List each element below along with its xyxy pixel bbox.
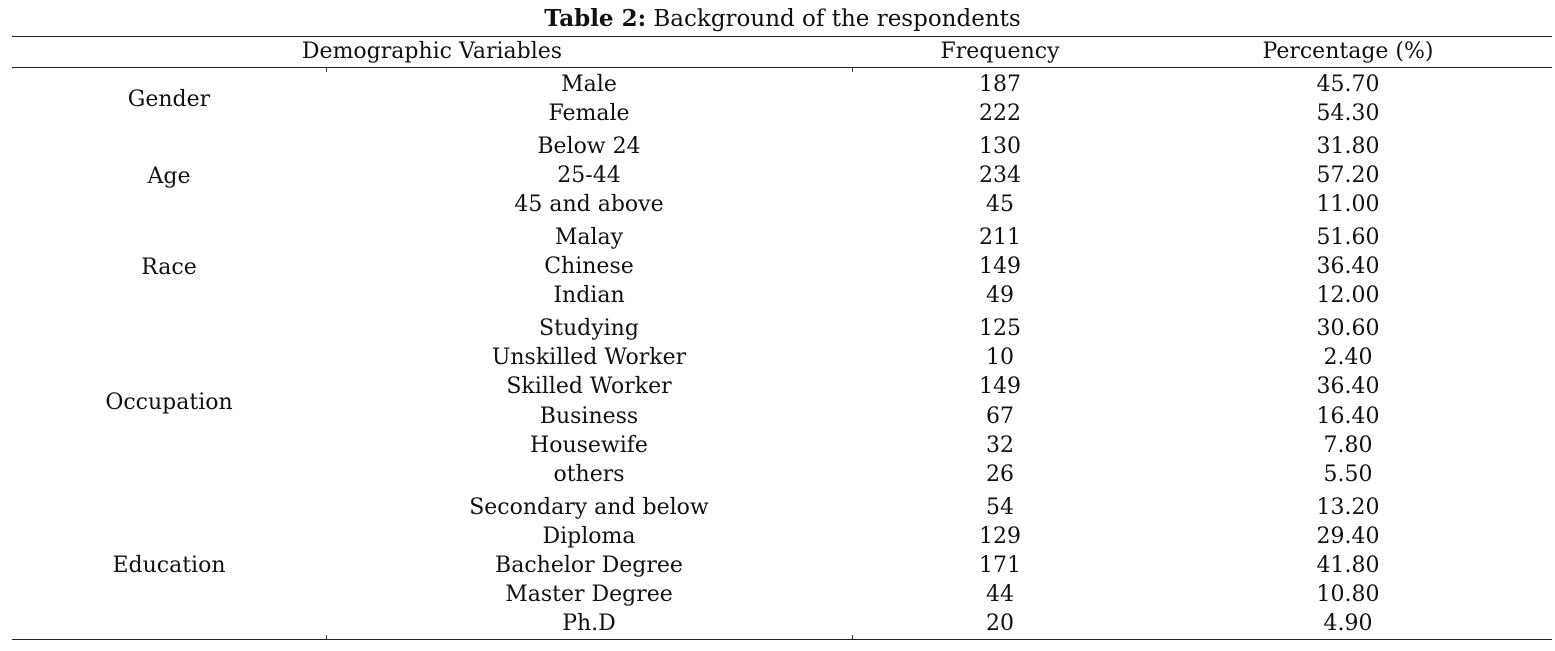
percentage-cell: 57.20: [1316, 163, 1380, 189]
percentage-cell: 4.90: [1323, 611, 1373, 636]
category-cell: Unskilled Worker: [491, 345, 687, 371]
frequency-cell: 45: [986, 192, 1014, 218]
frequency-cell: 187: [979, 72, 1021, 97]
frequency-cell: 20: [986, 611, 1014, 636]
category-cell: Business: [539, 403, 639, 429]
frequency-cell: 54: [986, 494, 1014, 520]
frequency-cell: 10: [986, 345, 1014, 371]
percentage-cell: 30.60: [1316, 316, 1380, 342]
percentage-cell: 54.30: [1316, 101, 1380, 127]
table-caption: [0, 4, 1555, 34]
category-cell: 45 and above: [514, 192, 664, 218]
bottom-rule: [12, 639, 1552, 640]
frequency-cell: 67: [986, 403, 1014, 429]
percentage-cell: 31.80: [1316, 134, 1380, 159]
frequency-cell: 149: [979, 254, 1021, 280]
percentage-cell: 51.60: [1316, 225, 1380, 251]
frequency-cell: 222: [979, 101, 1021, 127]
group-label-age: Age: [147, 163, 191, 189]
category-cell: Studying: [539, 316, 639, 342]
category-cell: others: [553, 461, 625, 487]
percentage-cell: 36.40: [1316, 374, 1380, 400]
category-cell: Master Degree: [505, 581, 673, 607]
category-cell: Secondary and below: [469, 494, 709, 520]
percentage-cell: 13.20: [1316, 494, 1380, 520]
frequency-cell: 32: [986, 432, 1014, 458]
table-caption-label: Table 2:: [544, 5, 647, 32]
group-label-gender: Gender: [127, 87, 211, 113]
frequency-cell: 129: [979, 523, 1021, 549]
category-cell: Ph.D: [562, 611, 616, 636]
category-cell: Malay: [554, 225, 624, 251]
category-cell: Indian: [553, 283, 625, 309]
header-rule: [12, 67, 1552, 68]
frequency-cell: 125: [979, 316, 1021, 342]
category-cell: Bachelor Degree: [495, 552, 683, 578]
percentage-cell: 16.40: [1316, 403, 1380, 429]
top-rule: [12, 36, 1552, 37]
percentage-cell: 12.00: [1316, 283, 1380, 309]
percentage-cell: 36.40: [1316, 254, 1380, 280]
category-cell: Diploma: [542, 523, 636, 549]
frequency-cell: 130: [979, 134, 1021, 159]
percentage-cell: 5.50: [1323, 461, 1373, 487]
category-cell: Housewife: [530, 432, 648, 458]
header-demographic: Demographic Variables: [301, 39, 563, 64]
percentage-cell: 45.70: [1316, 72, 1380, 97]
category-cell: Skilled Worker: [506, 374, 672, 400]
category-cell: Female: [548, 101, 630, 127]
header-frequency: Frequency: [940, 39, 1060, 64]
percentage-cell: 7.80: [1323, 432, 1373, 458]
group-label-occupation: Occupation: [105, 389, 233, 415]
category-cell: Male: [561, 72, 617, 97]
frequency-cell: 44: [986, 581, 1014, 607]
percentage-cell: 10.80: [1316, 581, 1380, 607]
percentage-cell: 41.80: [1316, 552, 1380, 578]
frequency-cell: 26: [986, 461, 1014, 487]
frequency-cell: 171: [979, 552, 1021, 578]
group-label-race: Race: [141, 254, 197, 280]
category-cell: Below 24: [537, 134, 641, 159]
category-cell: Chinese: [544, 254, 634, 280]
group-label-education: Education: [112, 553, 226, 579]
frequency-cell: 49: [986, 283, 1014, 309]
header-percentage: Percentage (%): [1262, 39, 1434, 64]
percentage-cell: 11.00: [1316, 192, 1380, 218]
category-cell: 25-44: [557, 163, 621, 189]
frequency-cell: 149: [979, 374, 1021, 400]
frequency-cell: 234: [979, 163, 1021, 189]
percentage-cell: 2.40: [1323, 345, 1373, 371]
frequency-cell: 211: [979, 225, 1021, 251]
table-caption-text: Background of the respondents: [653, 6, 1021, 32]
percentage-cell: 29.40: [1316, 523, 1380, 549]
